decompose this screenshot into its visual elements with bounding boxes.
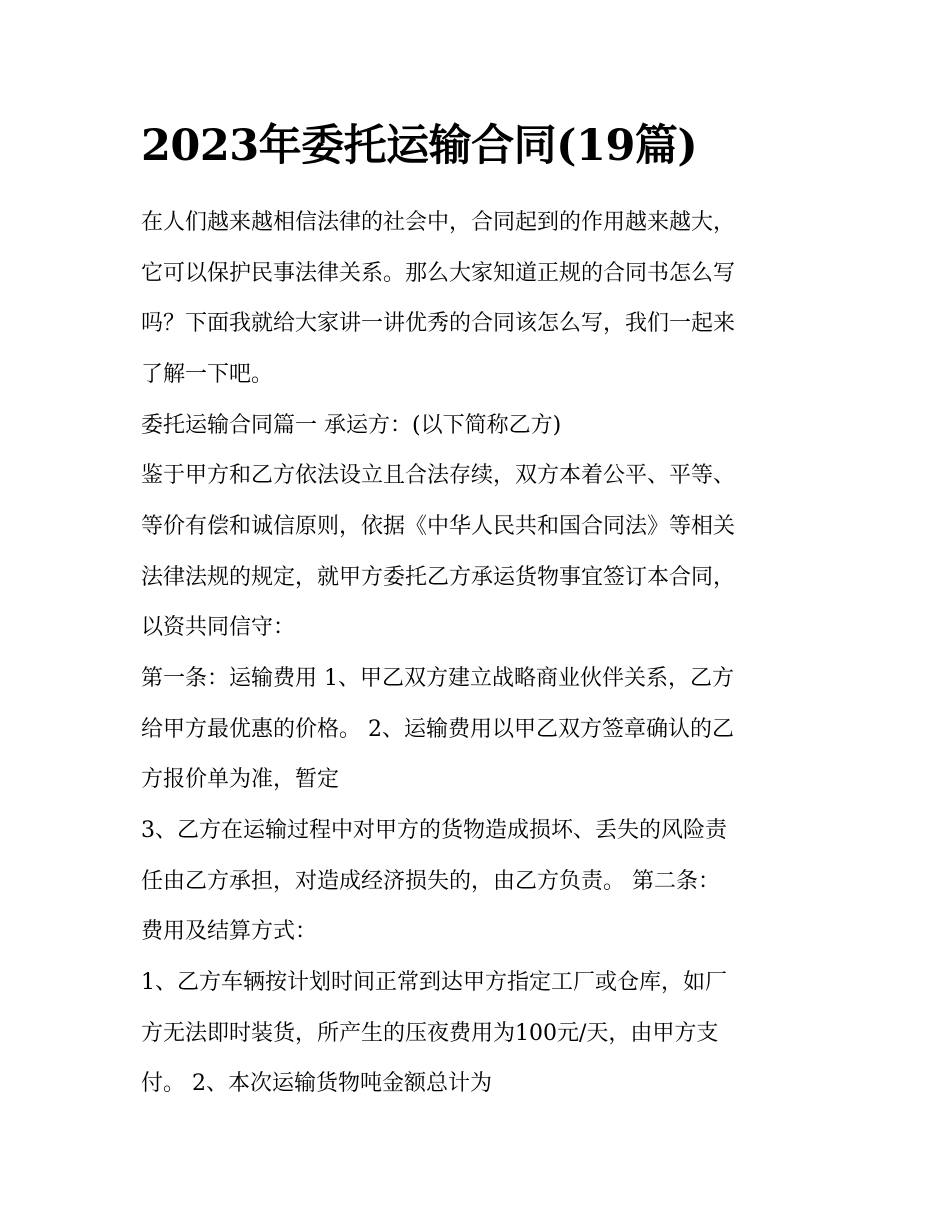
paragraph-line-14: 任由乙方承担，对造成经济损失的，由乙方负责。 第二条： [141, 869, 720, 894]
paragraph-line-17: 方无法即时装货，所产生的压夜费用为100元/天，由甲方支 [141, 1021, 719, 1046]
paragraph-line-8: 法律法规的规定，就甲方委托乙方承运货物事宜签订本合同， [141, 565, 736, 590]
paragraph-line-11: 给甲方最优惠的价格。 2、运输费用以甲乙双方签章确认的乙 [141, 717, 734, 742]
paragraph-line-13: 3、乙方在运输过程中对甲方的货物造成损坏、丢失的风险责 [141, 818, 727, 843]
paragraph-line-16: 1、乙方车辆按计划时间正常到达甲方指定工厂或仓库，如厂 [141, 970, 727, 995]
document-title: 2023年委托运输合同(19篇) [141, 121, 698, 171]
paragraph-line-15: 费用及结算方式： [141, 919, 318, 944]
paragraph-line-2: 它可以保护民事法律关系。那么大家知道正规的合同书怎么写 [141, 261, 736, 286]
paragraph-line-5: 委托运输合同篇一 承运方：(以下简称乙方) [141, 413, 562, 438]
paragraph-line-7: 等价有偿和诚信原则，依据《中华人民共和国合同法》等相关 [141, 514, 736, 539]
paragraph-line-9: 以资共同信守： [141, 615, 296, 640]
paragraph-line-18: 付。 2、本次运输货物吨金额总计为 [141, 1071, 492, 1096]
paragraph-line-3: 吗？下面我就给大家讲一讲优秀的合同该怎么写，我们一起来 [141, 311, 736, 336]
paragraph-line-4: 了解一下吧。 [141, 362, 274, 387]
paragraph-line-1: 在人们越来越相信法律的社会中，合同起到的作用越来越大， [141, 210, 736, 235]
paragraph-line-10: 第一条：运输费用 1、甲乙双方建立战略商业伙伴关系，乙方 [141, 666, 734, 691]
paragraph-line-6: 鉴于甲方和乙方依法设立且合法存续，双方本着公平、平等、 [141, 463, 736, 488]
paragraph-line-12: 方报价单为准，暂定 [141, 767, 340, 792]
